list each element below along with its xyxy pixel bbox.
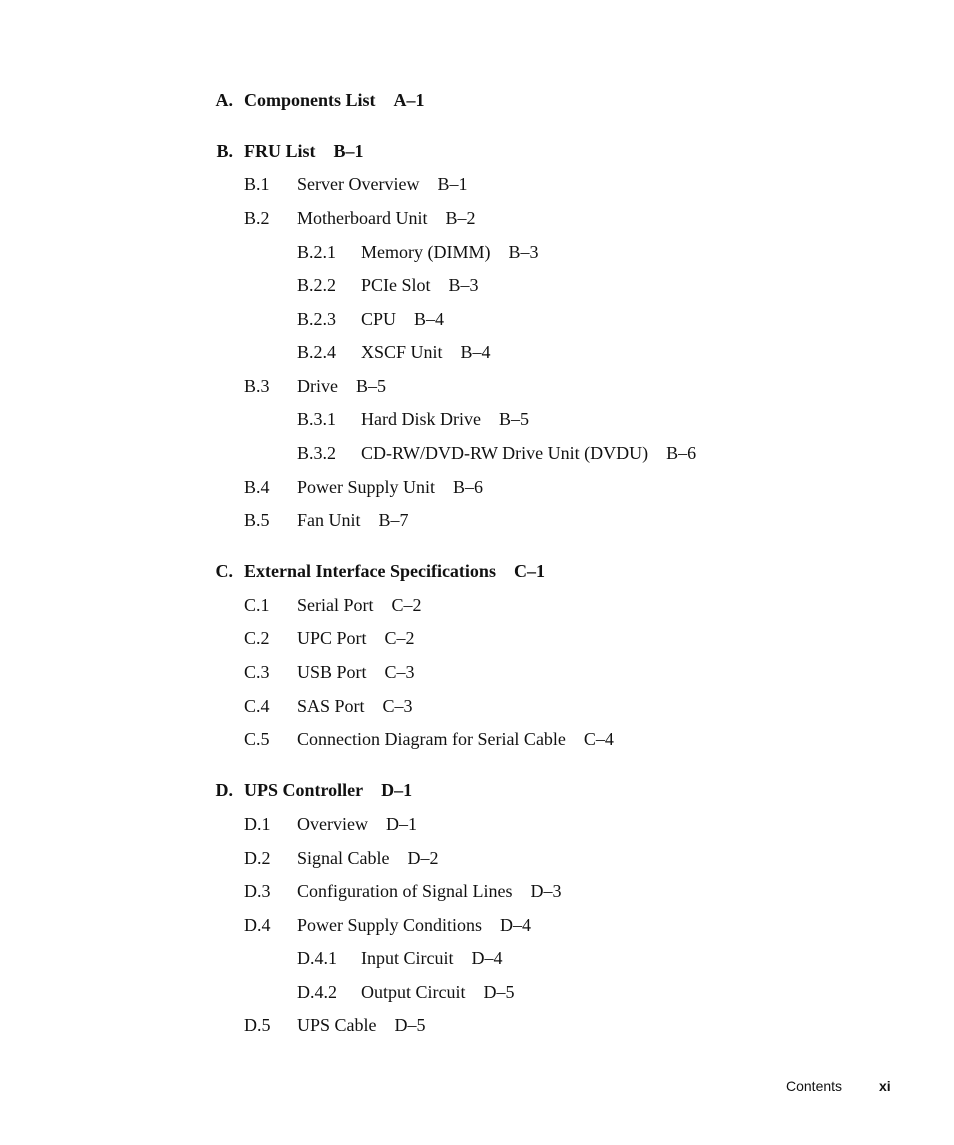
entry-title: Hard Disk Drive B–5 (361, 409, 529, 429)
appendix-letter: D. (215, 780, 233, 800)
entry-title: Connection Diagram for Serial Cable C–4 (297, 729, 614, 749)
page-ref: B–2 (445, 208, 476, 228)
entry-title: UPS Cable D–5 (297, 1015, 426, 1035)
toc-entry[interactable] (0, 729, 954, 753)
entry-number: B.5 (244, 510, 270, 530)
entry-title: SAS Port C–3 (297, 696, 413, 716)
appendix-title: UPS Controller D–1 (244, 780, 413, 800)
entry-title: Output Circuit D–5 (361, 982, 515, 1002)
page-ref: D–1 (385, 814, 417, 834)
entry-number: D.2 (244, 848, 271, 868)
entry-number: C.2 (244, 628, 270, 648)
entry-number: D.5 (244, 1015, 271, 1035)
toc-entry[interactable] (0, 376, 954, 400)
page-ref: B–7 (378, 510, 409, 530)
appendix-title: Components List A–1 (244, 90, 425, 110)
page-ref: B–5 (498, 409, 529, 429)
entry-title: Motherboard Unit B–2 (297, 208, 476, 228)
entry-title: Input Circuit D–4 (361, 948, 503, 968)
entry-title: CPU B–4 (361, 309, 445, 329)
entry-number: B.2.3 (297, 309, 337, 329)
toc-entry[interactable] (0, 982, 954, 1006)
entry-number: C.1 (244, 595, 270, 615)
page-ref: D–1 (381, 780, 413, 800)
toc-entry[interactable] (0, 881, 954, 905)
entry-number: D.4 (244, 915, 271, 935)
entry-title: UPC Port C–2 (297, 628, 415, 648)
appendix-letter: B. (216, 141, 233, 161)
page-ref: D–2 (407, 848, 439, 868)
page-ref: B–4 (460, 342, 491, 362)
page-ref: C–2 (391, 595, 422, 615)
appendix-letter: C. (215, 561, 233, 581)
entry-number: D.4.2 (297, 982, 337, 1002)
toc-entry[interactable] (0, 510, 954, 534)
page-ref: C–2 (384, 628, 415, 648)
entry-number: B.4 (244, 477, 270, 497)
toc-entry[interactable] (0, 443, 954, 467)
page-ref: D–5 (483, 982, 515, 1002)
toc-entry[interactable] (0, 275, 954, 299)
footer-label: Contents (786, 1078, 843, 1094)
page-ref: B–5 (355, 376, 386, 396)
toc-entry[interactable] (0, 208, 954, 232)
toc-appendix-a[interactable] (0, 90, 954, 114)
toc-entry[interactable] (0, 477, 954, 501)
toc-appendix-d[interactable] (0, 780, 954, 804)
toc-entry[interactable] (0, 1015, 954, 1039)
entry-title: Signal Cable D–2 (297, 848, 439, 868)
entry-title: Drive B–5 (297, 376, 386, 396)
entry-number: B.3.1 (297, 409, 337, 429)
page-ref: D–3 (530, 881, 562, 901)
page-ref: B–3 (508, 242, 539, 262)
entry-number: B.2.1 (297, 242, 337, 262)
entry-number: C.4 (244, 696, 270, 716)
page-ref: B–4 (414, 309, 445, 329)
toc-entry[interactable] (0, 848, 954, 872)
entry-number: D.1 (244, 814, 271, 834)
entry-number: B.3.2 (297, 443, 337, 463)
entry-title: Server Overview B–1 (297, 174, 468, 194)
toc-entry[interactable] (0, 174, 954, 198)
footer-page-number: xi (879, 1078, 891, 1094)
page-ref: B–3 (448, 275, 479, 295)
page-ref: C–3 (384, 662, 415, 682)
page-ref: C–1 (513, 561, 545, 581)
entry-title: Power Supply Unit B–6 (297, 477, 484, 497)
toc-entry[interactable] (0, 595, 954, 619)
toc-entry[interactable] (0, 662, 954, 686)
entry-title: Memory (DIMM) B–3 (361, 242, 539, 262)
page-ref: C–3 (382, 696, 413, 716)
entry-title: Configuration of Signal Lines D–3 (297, 881, 562, 901)
entry-title: PCIe Slot B–3 (361, 275, 479, 295)
toc-entry[interactable] (0, 915, 954, 939)
entry-title: Overview D–1 (297, 814, 417, 834)
entry-number: C.5 (244, 729, 270, 749)
page-ref: B–6 (453, 477, 484, 497)
entry-number: C.3 (244, 662, 270, 682)
entry-number: D.3 (244, 881, 271, 901)
page-ref: D–5 (394, 1015, 426, 1035)
entry-number: B.2.4 (297, 342, 337, 362)
entry-title: Serial Port C–2 (297, 595, 422, 615)
entry-number: B.2.2 (297, 275, 337, 295)
entry-title: CD-RW/DVD-RW Drive Unit (DVDU) B–6 (361, 443, 697, 463)
entry-number: B.2 (244, 208, 270, 228)
toc-entry[interactable] (0, 814, 954, 838)
page-ref: B–1 (333, 141, 364, 161)
entry-title: Fan Unit B–7 (297, 510, 409, 530)
toc-appendix-b[interactable] (0, 141, 954, 165)
entry-title: USB Port C–3 (297, 662, 415, 682)
entry-number: B.1 (244, 174, 270, 194)
toc-entry[interactable] (0, 309, 954, 333)
page-footer (0, 1078, 954, 1098)
entry-title: XSCF Unit B–4 (361, 342, 491, 362)
toc-entry[interactable] (0, 242, 954, 266)
entry-number: D.4.1 (297, 948, 337, 968)
page-ref: A–1 (393, 90, 425, 110)
toc-entry[interactable] (0, 628, 954, 652)
toc-entry[interactable] (0, 696, 954, 720)
toc-entry[interactable] (0, 409, 954, 433)
entry-title: Power Supply Conditions D–4 (297, 915, 532, 935)
entry-number: B.3 (244, 376, 270, 396)
page-ref: B–1 (437, 174, 468, 194)
page-ref: C–4 (583, 729, 614, 749)
appendix-letter: A. (215, 90, 233, 110)
page-ref: B–6 (666, 443, 697, 463)
appendix-title: FRU List B–1 (244, 141, 364, 161)
page-ref: D–4 (500, 915, 532, 935)
appendix-title: External Interface Specifications C–1 (244, 561, 545, 581)
toc-entry[interactable] (0, 342, 954, 366)
page-ref: D–4 (471, 948, 503, 968)
toc-appendix-c[interactable] (0, 561, 954, 585)
toc-entry[interactable] (0, 948, 954, 972)
